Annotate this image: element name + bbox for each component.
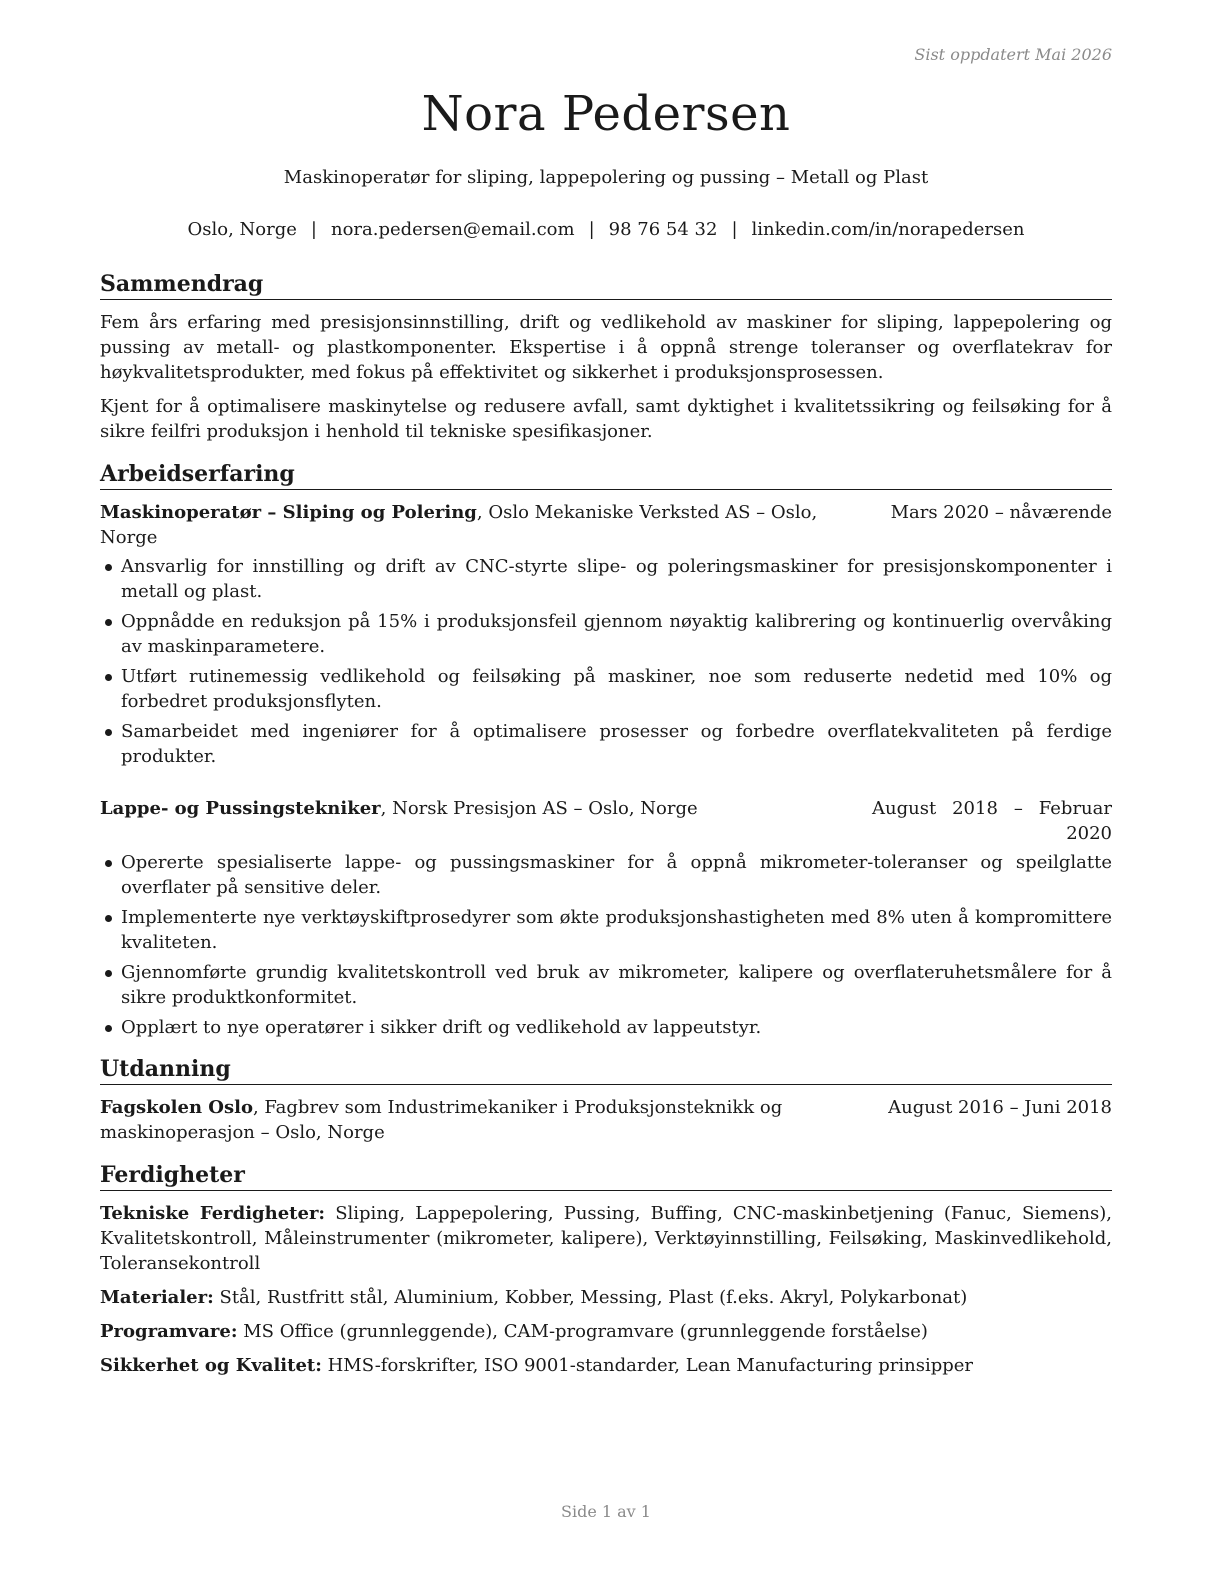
skills-heading: Ferdigheter	[100, 1161, 1112, 1191]
contact-separator: |	[731, 219, 738, 240]
job-bullets	[100, 554, 1112, 769]
job-employer: , Oslo Mekaniske Verksted AS – Oslo, Norge	[100, 502, 818, 548]
summary-heading: Sammendrag	[100, 270, 1112, 300]
candidate-name: Nora Pedersen	[421, 86, 791, 142]
contact-email[interactable]: nora.pedersen@email.com	[330, 219, 575, 240]
education-detail: , Fagbrev som Industrimekaniker i Produksjonsteknikk og maskinoperasjon – Oslo, Norge	[100, 1097, 783, 1143]
skill-label: Materialer:	[100, 1287, 214, 1308]
page-number: Side 1 av 1	[561, 1502, 651, 1521]
job-header	[100, 500, 1112, 550]
skill-value: HMS-forskrifter, ISO 9001-standarder, Lean Manufacturing prinsipper	[321, 1355, 974, 1376]
skill-value: Stål, Rustfritt stål, Aluminium, Kobber, Messing, Plast (f.eks. Akryl, Polykarbonat)	[213, 1287, 968, 1308]
skill-value: Sliping, Lappepolering, Pussing, Buffing, CNC-maskinbetjening (Fanuc, Siemens), Kvalitetskontroll, Måleinstrumenter (mikrometer, kalipere), Verktøyinnstilling, Feilsøking, Maskinvedlikehold, Toleransekontroll	[100, 1203, 1112, 1274]
summary-paragraph: Kjent for å optimalisere maskinytelse og redusere avfall, samt dyktighet i kvalitetssikring og feilsøking for å sikre feilfri produksjon i henhold til tekniske spesifikasjoner.	[100, 396, 1112, 442]
contact-separator: |	[588, 219, 595, 240]
education-school: Fagskolen Oslo	[100, 1097, 253, 1118]
skill-row	[100, 1285, 1112, 1310]
skill-value: MS Office (grunnleggende), CAM-programvare (grunnleggende forståelse)	[237, 1321, 928, 1342]
contact-line	[100, 219, 1112, 240]
last-updated: Sist oppdatert Mai 2026	[914, 45, 1112, 64]
skill-row	[100, 1201, 1112, 1276]
list-item: Utført rutinemessig vedlikehold og feilsøking på maskiner, noe som reduserte nedetid med 10% og forbedret produksjonsflyten.	[100, 664, 1112, 714]
skill-row	[100, 1319, 1112, 1344]
skill-row	[100, 1353, 1112, 1378]
job-employer: , Norsk Presisjon AS – Oslo, Norge	[380, 798, 698, 819]
summary-paragraph: Fem års erfaring med presisjonsinnstilling, drift og vedlikehold av maskiner for sliping, lappepolering og pussing av metall- og plastkomponenter. Ekspertise i å oppnå strenge toleranser og overflatekrav for høykvalitetsprodukter, med fokus på effektivitet og sikkerhet i produksjonsprosessen.	[100, 312, 1112, 383]
education-dates: August 2016 – Juni 2018	[888, 1097, 1112, 1118]
list-item: Ansvarlig for innstilling og drift av CNC-styrte slipe- og poleringsmaskiner for presisjonskomponenter i metall og plast.	[100, 554, 1112, 604]
resume-body	[100, 270, 1112, 1387]
resume-page	[100, 0, 1112, 1584]
contact-location: Oslo, Norge	[187, 219, 297, 240]
headline: Maskinoperatør for sliping, lappepolering og pussing – Metall og Plast	[283, 167, 929, 188]
education-heading: Utdanning	[100, 1055, 1112, 1085]
contact-separator: |	[310, 219, 317, 240]
job-header	[100, 796, 1112, 846]
skill-label: Programvare:	[100, 1321, 238, 1342]
contact-phone[interactable]: 98 76 54 32	[608, 219, 718, 240]
job-dates: August 2018 – Februar 2020	[872, 798, 1112, 844]
list-item: Opplært to nye operatører i sikker drift og vedlikehold av lappeutstyr.	[100, 1015, 1112, 1040]
job-role: Maskinoperatør – Sliping og Polering	[100, 502, 477, 523]
list-item: Samarbeidet med ingeniører for å optimalisere prosesser og forbedre overflatekvaliteten på ferdige produkter.	[100, 719, 1112, 769]
job-dates: Mars 2020 – nåværende	[890, 502, 1112, 523]
job-role: Lappe- og Pussingstekniker	[100, 798, 381, 819]
experience-heading: Arbeidserfaring	[100, 460, 1112, 490]
list-item: Opererte spesialiserte lappe- og pussingsmaskiner for å oppnå mikrometer-toleranser og speilglatte overflater på sensitive deler.	[100, 850, 1112, 900]
list-item: Oppnådde en reduksjon på 15% i produksjonsfeil gjennom nøyaktig kalibrering og kontinuerlig overvåking av maskinparametere.	[100, 609, 1112, 659]
contact-linkedin[interactable]: linkedin.com/in/norapedersen	[751, 219, 1025, 240]
list-item: Gjennomførte grundig kvalitetskontroll ved bruk av mikrometer, kalipere og overflateruhetsmålere for å sikre produktkonformitet.	[100, 960, 1112, 1010]
list-item: Implementerte nye verktøyskiftprosedyrer som økte produksjonshastigheten med 8% uten å kompromittere kvaliteten.	[100, 905, 1112, 955]
job-bullets	[100, 850, 1112, 1040]
skill-label: Sikkerhet og Kvalitet:	[100, 1355, 322, 1376]
education-entry	[100, 1095, 1112, 1145]
skill-label: Tekniske Ferdigheter:	[100, 1203, 326, 1224]
